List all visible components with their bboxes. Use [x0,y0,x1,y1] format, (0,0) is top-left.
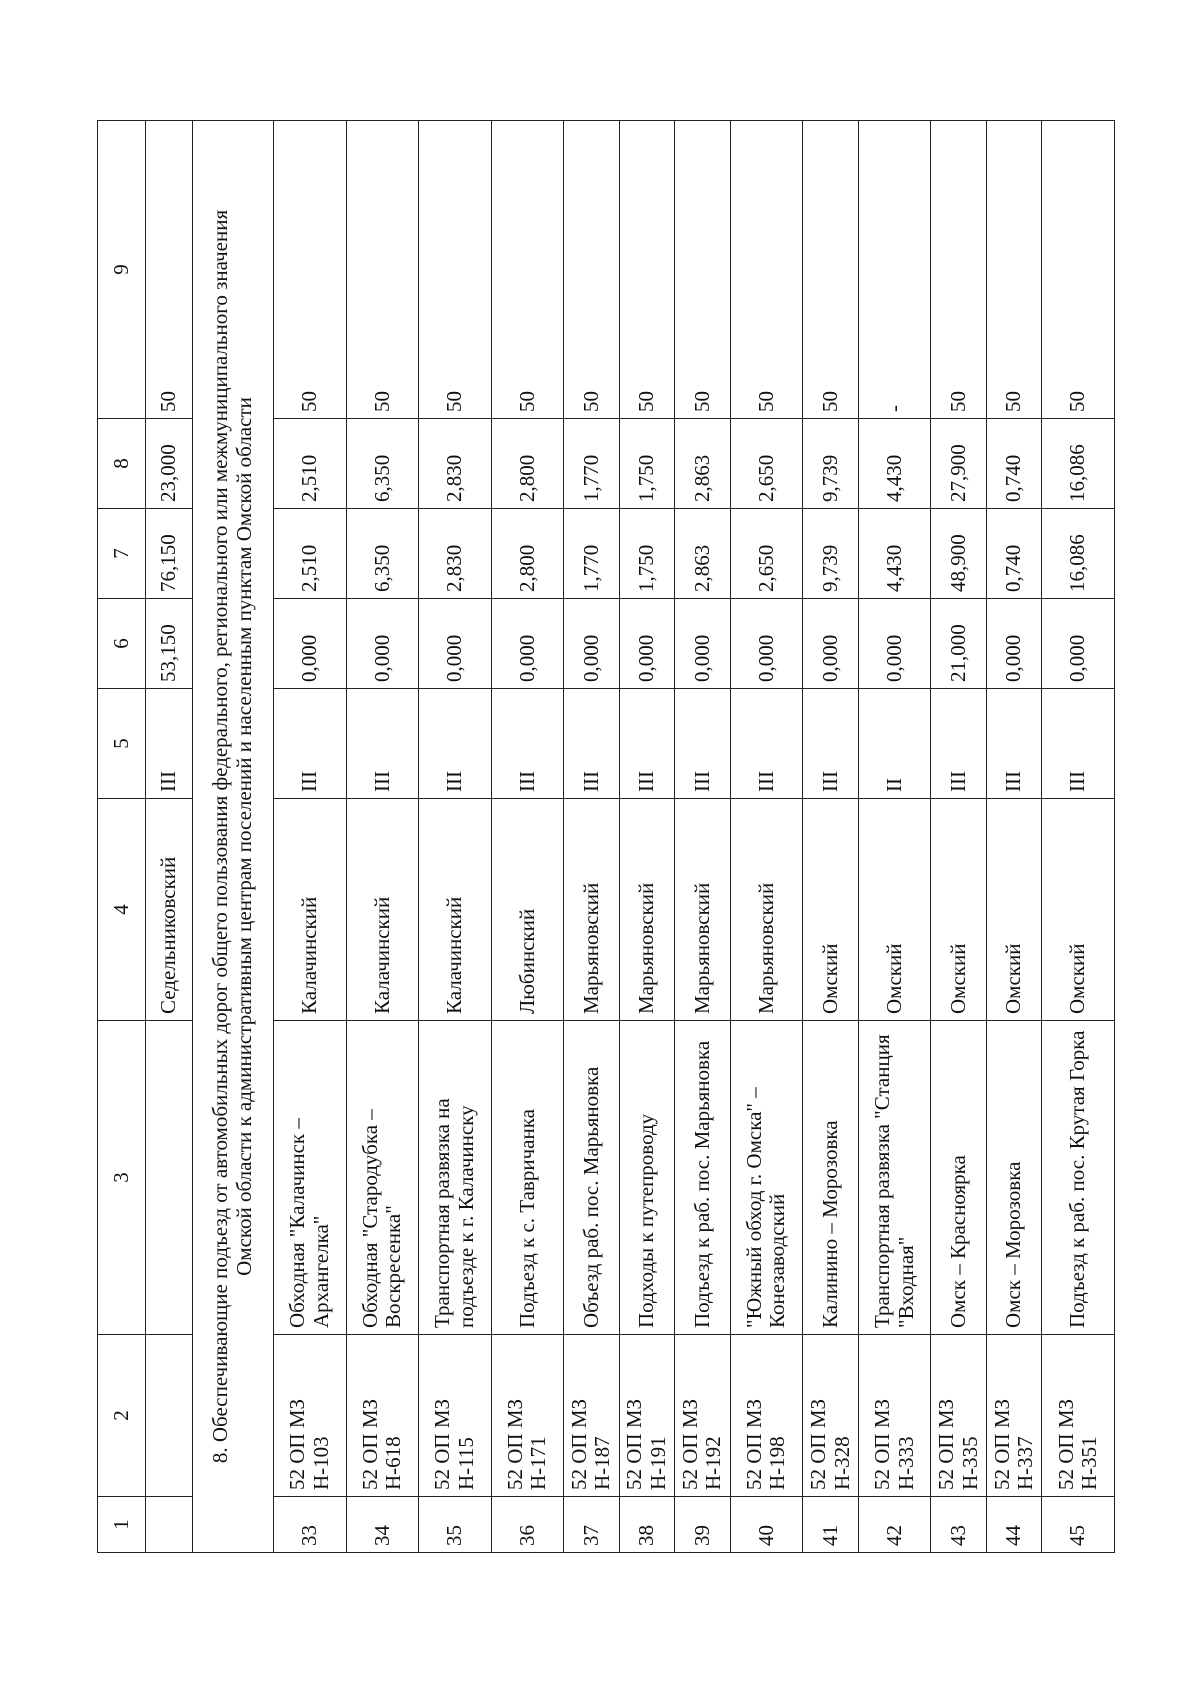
col-header-4: 4 [98,799,146,1021]
cell-c9: 50 [491,121,564,419]
cell-category: III [803,689,859,799]
cell-road-name: Подъезд к раб. пос. Марьяновка [675,1021,731,1335]
cell-c6: 0,000 [675,599,731,689]
cell-number: 45 [1042,1497,1115,1553]
cell-c8: 4,430 [858,419,931,509]
table-row [931,121,987,1553]
cell-road-name: "Южный обход г. Омска" – Конезаводский [730,1021,803,1335]
cell-c7: 0,740 [986,509,1042,599]
cell-category: III [931,689,987,799]
cell-category: III [986,689,1042,799]
cell-c9: 50 [346,121,419,419]
cell-number: 40 [730,1497,803,1553]
cell-road-code: 52 ОП МЗ Н-328 [803,1335,859,1497]
cell-empty [146,1335,193,1497]
cell-number: 33 [274,1497,347,1553]
table-row [419,121,492,1553]
table-row [564,121,620,1553]
cell-road-name: Транспортная развязка на подъезде к г. Калачинску [419,1021,492,1335]
cell-road-code: 52 ОП МЗ Н-333 [858,1335,931,1497]
cell-c9: - [858,121,931,419]
cell-c9: 50 [564,121,620,419]
cell-c6: 53,150 [146,599,193,689]
cell-c7: 6,350 [346,509,419,599]
table-row [858,121,931,1553]
rotated-table-page [97,121,1115,1553]
col-header-9: 9 [98,121,146,419]
cell-number: 38 [619,1497,675,1553]
table-row [346,121,419,1553]
cell-road-name: Омск – Красноярка [931,1021,987,1335]
cell-district: Марьяновский [564,799,620,1021]
cell-c8: 2,863 [675,419,731,509]
cell-district: Седельниковский [146,799,193,1021]
cell-road-name: Подъезд к с. Тавричанка [491,1021,564,1335]
cell-number: 43 [931,1497,987,1553]
cell-district: Омский [986,799,1042,1021]
cell-road-code: 52 ОП МЗ Н-192 [675,1335,731,1497]
col-header-1: 1 [98,1497,146,1553]
section-title-line-1: 8. Обеспечивающие подъезд от автомобильных дорог общего пользования федерального, регионального или межмуниципального значения [208,209,233,1464]
cell-road-name: Подходы к путепроводу [619,1021,675,1335]
cell-c8: 23,000 [146,419,193,509]
cell-road-code: 52 ОП МЗ Н-191 [619,1335,675,1497]
cell-c7: 4,430 [858,509,931,599]
cell-c7: 2,800 [491,509,564,599]
cell-category: III [346,689,419,799]
cell-c6: 0,000 [730,599,803,689]
cell-c6: 0,000 [346,599,419,689]
cell-district: Калачинский [274,799,347,1021]
cell-empty [146,1497,193,1553]
cell-district: Марьяновский [675,799,731,1021]
cell-road-name: Объезд раб. пос. Марьяновка [564,1021,620,1335]
cell-c6: 0,000 [274,599,347,689]
cell-c6: 0,000 [803,599,859,689]
cell-road-name: Омск – Морозовка [986,1021,1042,1335]
cell-category: III [564,689,620,799]
cell-c7: 9,739 [803,509,859,599]
cell-c6: 0,000 [564,599,620,689]
cell-c8: 6,350 [346,419,419,509]
col-header-8: 8 [98,419,146,509]
cell-c9: 50 [274,121,347,419]
cell-c7: 16,086 [1042,509,1115,599]
cell-road-name: Транспортная развязка "Станция "Входная" [858,1021,931,1335]
cell-category: III [274,689,347,799]
cell-c8: 2,510 [274,419,347,509]
cell-road-name: Обходная "Калачинск – Архангелка" [274,1021,347,1335]
cell-c7: 1,750 [619,509,675,599]
cell-road-code: 52 ОП МЗ Н-103 [274,1335,347,1497]
cell-c9: 50 [931,121,987,419]
cell-c8: 2,830 [419,419,492,509]
cell-district: Калачинский [346,799,419,1021]
cell-number: 35 [419,1497,492,1553]
cell-road-code: 52 ОП МЗ Н-187 [564,1335,620,1497]
roads-table [97,120,1115,1553]
cell-empty [146,1021,193,1335]
cell-c8: 2,650 [730,419,803,509]
cell-road-code: 52 ОП МЗ Н-337 [986,1335,1042,1497]
cell-district: Любинский [491,799,564,1021]
cell-c7: 48,900 [931,509,987,599]
cell-c6: 21,000 [931,599,987,689]
cell-c9: 50 [675,121,731,419]
cell-c9: 50 [730,121,803,419]
cell-c6: 0,000 [986,599,1042,689]
cell-number: 41 [803,1497,859,1553]
table-row [803,121,859,1553]
cell-c8: 2,800 [491,419,564,509]
cell-c9: 50 [1042,121,1115,419]
cell-road-code: 52 ОП МЗ Н-115 [419,1335,492,1497]
cell-number: 42 [858,1497,931,1553]
table-row [491,121,564,1553]
cell-c6: 0,000 [858,599,931,689]
table-row [675,121,731,1553]
cell-district: Марьяновский [619,799,675,1021]
cell-c6: 0,000 [491,599,564,689]
cell-c7: 2,650 [730,509,803,599]
cell-road-name: Калинино – Морозовка [803,1021,859,1335]
section-title-line-2: Омской области к административным центрам поселений и населенным пунктам Омской области [231,397,256,1276]
cell-road-code: 52 ОП МЗ Н-618 [346,1335,419,1497]
cell-district: Калачинский [419,799,492,1021]
cell-road-code: 52 ОП МЗ Н-351 [1042,1335,1115,1497]
cell-category: III [491,689,564,799]
cell-road-name: Подъезд к раб. пос. Крутая Горка [1042,1021,1115,1335]
table-row [730,121,803,1553]
cell-number: 39 [675,1497,731,1553]
col-header-5: 5 [98,689,146,799]
section-title [192,121,273,1553]
cell-c7: 76,150 [146,509,193,599]
cell-number: 36 [491,1497,564,1553]
cell-number: 37 [564,1497,620,1553]
cell-category: III [1042,689,1115,799]
cell-category: III [619,689,675,799]
cell-c6: 0,000 [619,599,675,689]
cell-category: III [730,689,803,799]
table-row [986,121,1042,1553]
col-header-2: 2 [98,1335,146,1497]
col-header-6: 6 [98,599,146,689]
cell-c6: 0,000 [1042,599,1115,689]
cell-district: Омский [931,799,987,1021]
cell-c7: 2,863 [675,509,731,599]
cell-district: Омский [803,799,859,1021]
cell-road-code: 52 ОП МЗ Н-335 [931,1335,987,1497]
cell-c8: 16,086 [1042,419,1115,509]
cell-c8: 1,770 [564,419,620,509]
cell-c8: 0,740 [986,419,1042,509]
cell-c9: 50 [986,121,1042,419]
carry-over-row [146,121,193,1553]
col-header-3: 3 [98,1021,146,1335]
cell-district: Омский [1042,799,1115,1021]
cell-c9: 50 [146,121,193,419]
col-header-7: 7 [98,509,146,599]
cell-c6: 0,000 [419,599,492,689]
cell-c7: 1,770 [564,509,620,599]
cell-category: II [858,689,931,799]
column-number-row [98,121,146,1553]
cell-category: III [675,689,731,799]
section-header-row [192,121,273,1553]
cell-c7: 2,510 [274,509,347,599]
table-row [274,121,347,1553]
cell-number: 44 [986,1497,1042,1553]
cell-district: Марьяновский [730,799,803,1021]
cell-c9: 50 [803,121,859,419]
cell-road-code: 52 ОП МЗ Н-198 [730,1335,803,1497]
table-row [619,121,675,1553]
cell-category: III [146,689,193,799]
cell-c9: 50 [419,121,492,419]
cell-road-code: 52 ОП МЗ Н-171 [491,1335,564,1497]
cell-c9: 50 [619,121,675,419]
cell-c8: 27,900 [931,419,987,509]
cell-c8: 1,750 [619,419,675,509]
cell-c8: 9,739 [803,419,859,509]
cell-c7: 2,830 [419,509,492,599]
table-row [1042,121,1115,1553]
cell-road-name: Обходная "Стародубка – Воскресенка" [346,1021,419,1335]
cell-number: 34 [346,1497,419,1553]
cell-district: Омский [858,799,931,1021]
cell-category: III [419,689,492,799]
